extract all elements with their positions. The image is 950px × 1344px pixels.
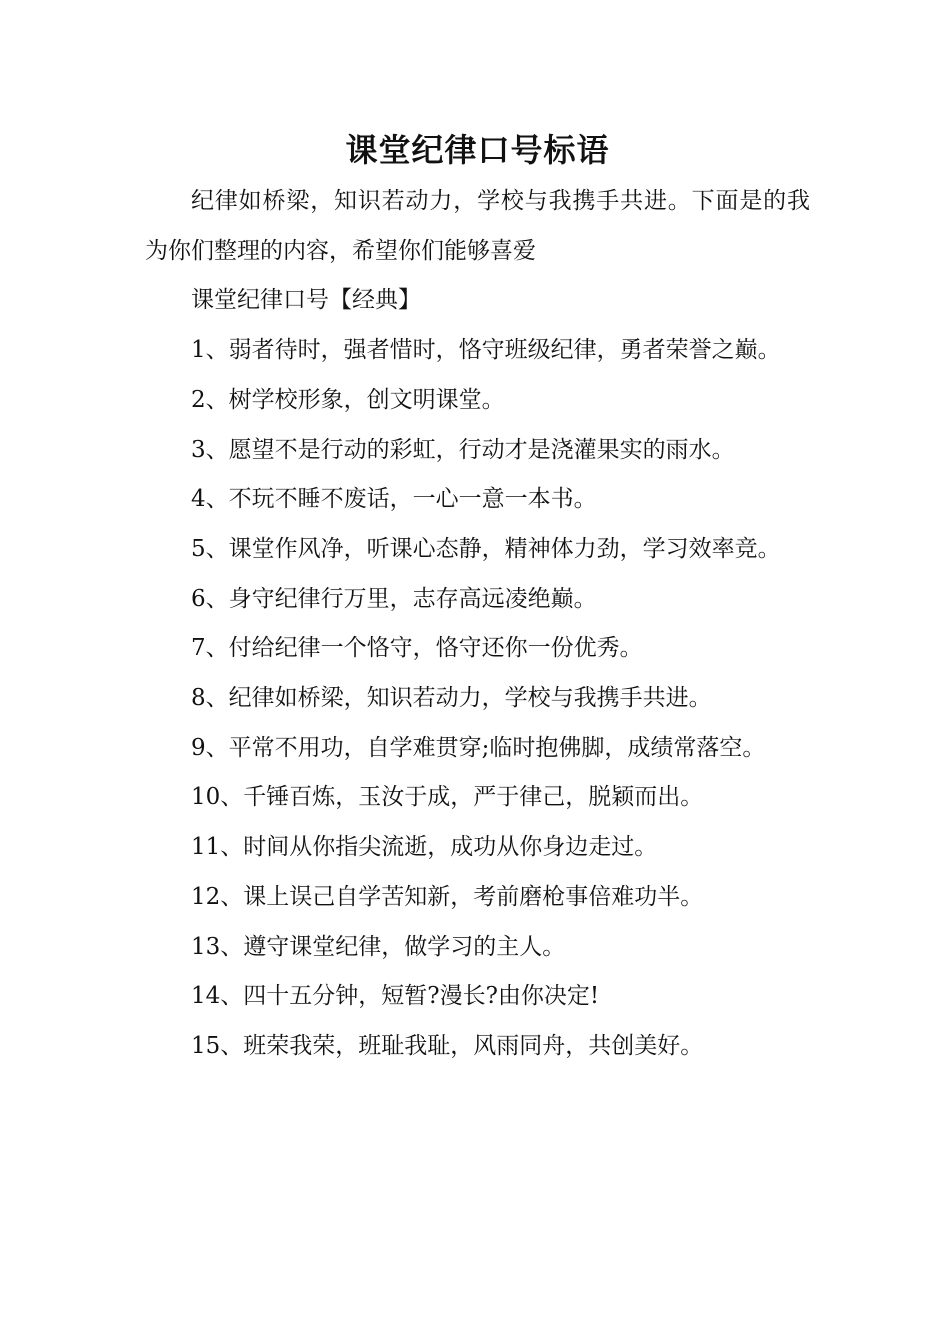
- slogan-item: 5、课堂作风净，听课心态静，精神体力劲，学习效率竞。: [191, 535, 781, 562]
- section-heading: 课堂纪律口号【经典】: [191, 287, 421, 314]
- document-title: 课堂纪律口号标语: [345, 131, 610, 169]
- slogan-item: 9、平常不用功，自学难贯穿;临时抱佛脚，成绩常落空。: [191, 734, 766, 761]
- slogan-item: 1、弱者待时，强者惜时，恪守班级纪律，勇者荣誉之巅。: [191, 337, 781, 364]
- slogan-item: 3、愿望不是行动的彩虹，行动才是浇灌果实的雨水。: [191, 436, 735, 463]
- slogan-item: 6、身守纪律行万里，志存高远凌绝巅。: [191, 585, 597, 612]
- slogan-item: 14、四十五分钟，短暂?漫长?由你决定!: [191, 983, 600, 1010]
- slogan-item: 13、遵守课堂纪律，做学习的主人。: [191, 933, 566, 960]
- slogan-item: 4、不玩不睡不废话，一心一意一本书。: [191, 486, 597, 513]
- slogan-item: 7、付给纪律一个恪守，恪守还你一份优秀。: [191, 635, 643, 662]
- slogan-item: 11、时间从你指尖流逝，成功从你身边走过。: [191, 834, 658, 861]
- slogan-item: 10、千锤百炼，玉汝于成，严于律己，脱颖而出。: [191, 784, 704, 811]
- slogan-item: 2、树学校形象，创文明课堂。: [191, 386, 505, 413]
- intro-paragraph: 纪律如桥梁，知识若动力，学校与我携手共进。下面是的我为你们整理的内容，希望你们能够喜爱: [145, 188, 810, 264]
- slogan-item: 12、课上误己自学苦知新，考前磨枪事倍难功半。: [191, 883, 704, 910]
- slogan-item: 8、纪律如桥梁，知识若动力，学校与我携手共进。: [191, 685, 712, 712]
- document-page: [145, 125, 810, 1072]
- slogan-item: 15、班荣我荣，班耻我耻，风雨同舟，共创美好。: [191, 1032, 704, 1059]
